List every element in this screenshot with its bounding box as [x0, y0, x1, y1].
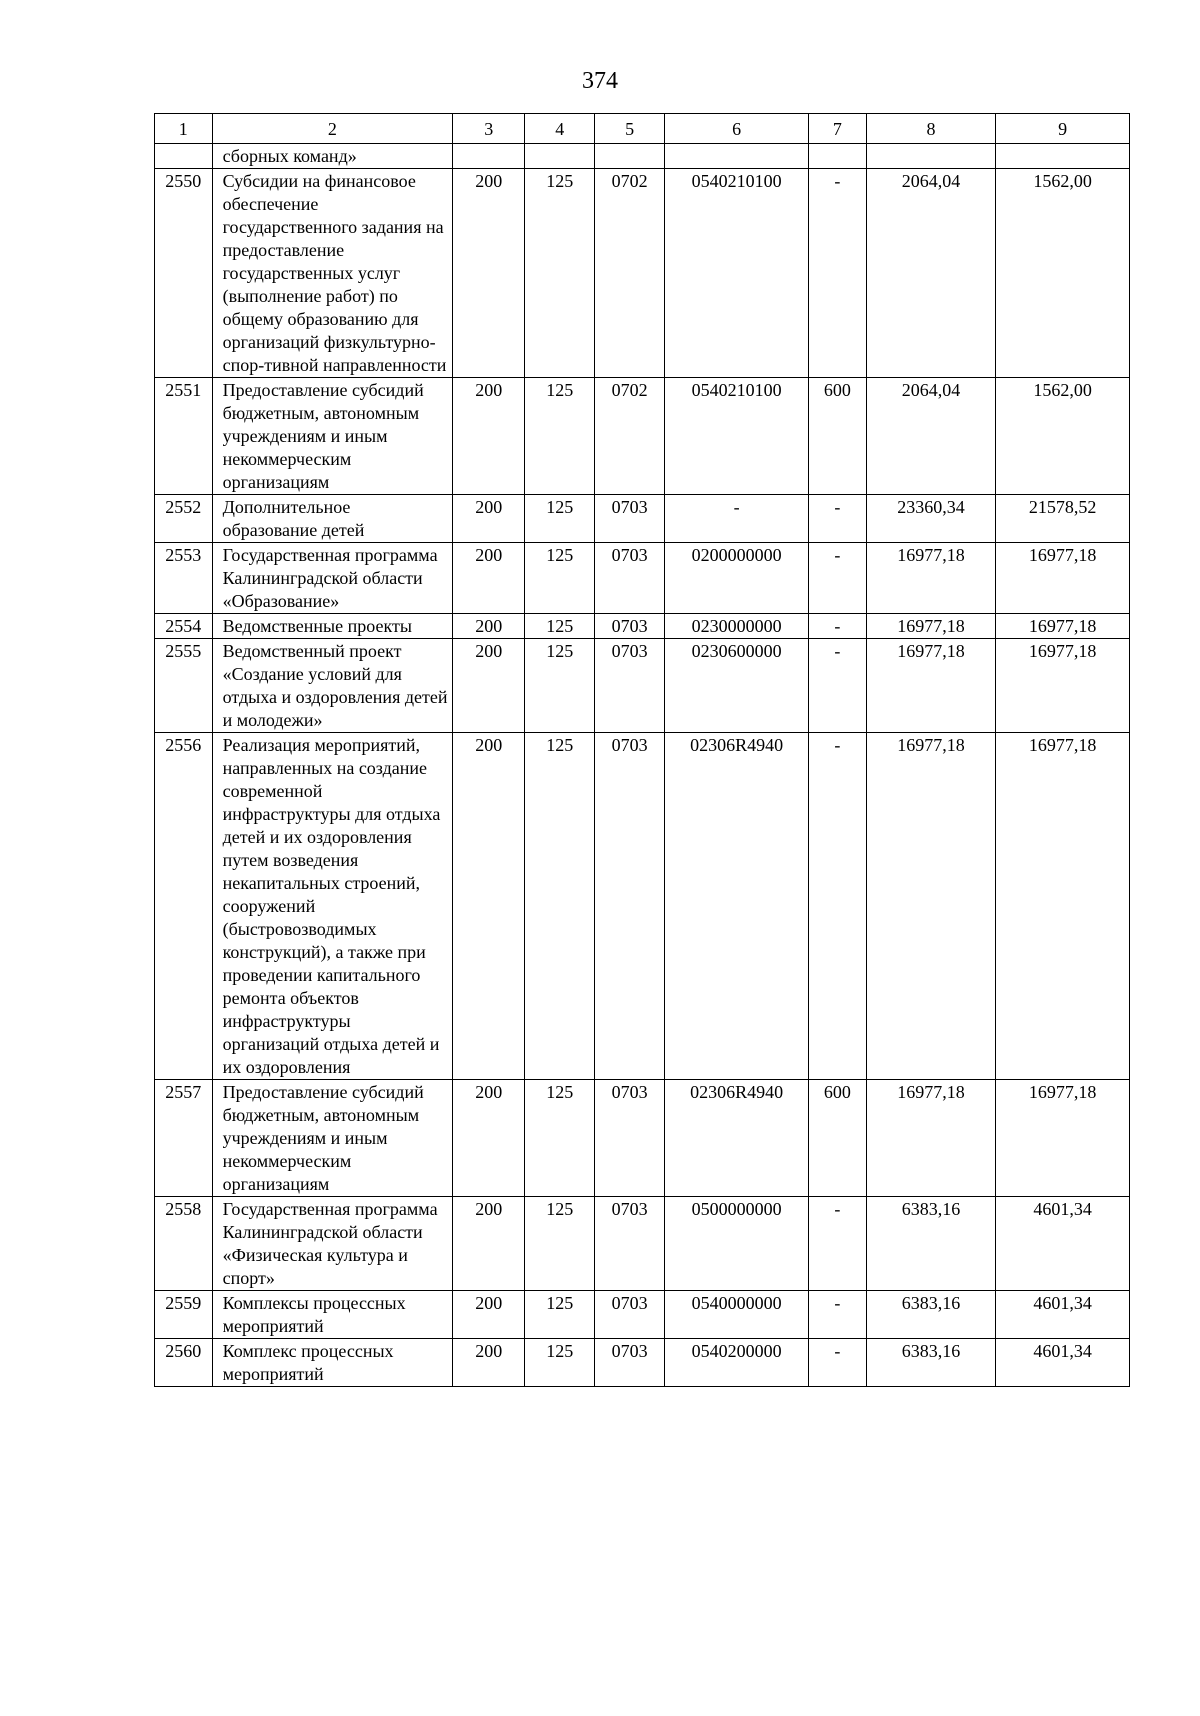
row-description: Субсидии на финансовое обеспечение государственного задания на предоставление государственных услуг (выполнение работ) по общему образованию для организаций физкультурно-спор-тивной направленности	[212, 169, 453, 378]
table-row	[155, 543, 1130, 614]
cell-col3: 200	[453, 378, 525, 495]
cell-col7: 600	[809, 1080, 867, 1197]
cell-col6: 0500000000	[665, 1197, 809, 1291]
cell-col3: 200	[453, 543, 525, 614]
page-number: 374	[582, 68, 618, 94]
cell-col3: 200	[453, 1339, 525, 1387]
cell-col8: 6383,16	[866, 1197, 996, 1291]
cell-col9: 16977,18	[996, 733, 1130, 1080]
cell-col4: 125	[525, 639, 595, 733]
table-row	[155, 169, 1130, 378]
cell-col7: -	[809, 733, 867, 1080]
cell-col6: 02306R4940	[665, 733, 809, 1080]
cell-col3: 200	[453, 1291, 525, 1339]
cell-col9: 16977,18	[996, 614, 1130, 639]
table-row	[155, 495, 1130, 543]
cell-col9: 16977,18	[996, 639, 1130, 733]
row-number: 2550	[155, 169, 213, 378]
row-number: 2558	[155, 1197, 213, 1291]
row-description: Дополнительное образование детей	[212, 495, 453, 543]
table-row	[155, 733, 1130, 1080]
cell-col7: 600	[809, 378, 867, 495]
cell-col7: -	[809, 639, 867, 733]
budget-table	[154, 113, 1130, 1387]
cell-col6: 0200000000	[665, 543, 809, 614]
cell-col5: 0703	[595, 1197, 665, 1291]
column-header: 3	[453, 114, 525, 144]
cell-col3: 200	[453, 169, 525, 378]
cell-col4: 125	[525, 614, 595, 639]
row-description: Комплекс процессных мероприятий	[212, 1339, 453, 1387]
row-number: 2559	[155, 1291, 213, 1339]
column-header: 4	[525, 114, 595, 144]
cell-col4: 125	[525, 378, 595, 495]
table-row	[155, 1080, 1130, 1197]
cell-col4: 125	[525, 733, 595, 1080]
row-number: 2553	[155, 543, 213, 614]
cell-col5: 0703	[595, 495, 665, 543]
table-row	[155, 378, 1130, 495]
row-description: Предоставление субсидий бюджетным, автономным учреждениям и иным некоммерческим организациям	[212, 378, 453, 495]
cell-col9: 1562,00	[996, 169, 1130, 378]
cell-col6: 0540000000	[665, 1291, 809, 1339]
column-header: 1	[155, 114, 213, 144]
row-number: 2555	[155, 639, 213, 733]
cell-col3: 200	[453, 733, 525, 1080]
cell-col9: 4601,34	[996, 1197, 1130, 1291]
cell-col6: 0230600000	[665, 639, 809, 733]
cell-col7: -	[809, 169, 867, 378]
table-row	[155, 614, 1130, 639]
cell-col6: -	[665, 495, 809, 543]
cell-col8: 2064,04	[866, 169, 996, 378]
cell-col3: 200	[453, 1197, 525, 1291]
cell-col5: 0703	[595, 1291, 665, 1339]
cell-col3: 200	[453, 1080, 525, 1197]
continuation-text: сборных команд»	[212, 144, 453, 169]
table-row	[155, 1197, 1130, 1291]
column-header: 8	[866, 114, 996, 144]
cell-col9: 21578,52	[996, 495, 1130, 543]
row-number: 2557	[155, 1080, 213, 1197]
cell-col6: 02306R4940	[665, 1080, 809, 1197]
row-number: 2560	[155, 1339, 213, 1387]
row-description: Комплексы процессных мероприятий	[212, 1291, 453, 1339]
cell-col8: 6383,16	[866, 1339, 996, 1387]
column-header: 6	[665, 114, 809, 144]
cell-col5: 0703	[595, 543, 665, 614]
row-description: Ведомственные проекты	[212, 614, 453, 639]
row-number: 2556	[155, 733, 213, 1080]
cell-col7: -	[809, 1197, 867, 1291]
column-header: 9	[996, 114, 1130, 144]
column-header: 7	[809, 114, 867, 144]
cell-col8: 16977,18	[866, 614, 996, 639]
table-row-continuation	[155, 144, 1130, 169]
cell-col9: 4601,34	[996, 1291, 1130, 1339]
cell-col6: 0540210100	[665, 169, 809, 378]
cell-col9: 16977,18	[996, 543, 1130, 614]
cell-col5: 0703	[595, 1339, 665, 1387]
cell-col4: 125	[525, 495, 595, 543]
column-header: 5	[595, 114, 665, 144]
cell-col4: 125	[525, 1197, 595, 1291]
cell-col8: 16977,18	[866, 1080, 996, 1197]
row-number: 2554	[155, 614, 213, 639]
cell-col5: 0702	[595, 378, 665, 495]
cell-col4: 125	[525, 169, 595, 378]
cell-col9: 4601,34	[996, 1339, 1130, 1387]
table-row	[155, 639, 1130, 733]
cell-col3: 200	[453, 614, 525, 639]
cell-col4: 125	[525, 543, 595, 614]
cell-col6: 0230000000	[665, 614, 809, 639]
cell-col6: 0540210100	[665, 378, 809, 495]
cell-col8: 23360,34	[866, 495, 996, 543]
column-header: 2	[212, 114, 453, 144]
cell-col3: 200	[453, 495, 525, 543]
cell-col8: 16977,18	[866, 543, 996, 614]
cell-col7: -	[809, 614, 867, 639]
row-description: Предоставление субсидий бюджетным, автономным учреждениям и иным некоммерческим организациям	[212, 1080, 453, 1197]
row-description: Реализация мероприятий, направленных на создание современной инфраструктуры для отдыха детей и их оздоровления путем возведения некапитальных строений, сооружений (быстровозводимых конструкций), а также при проведении капитального ремонта объектов инфраструктуры организаций отдыха детей и их оздоровления	[212, 733, 453, 1080]
row-description: Ведомственный проект «Создание условий для отдыха и оздоровления детей и молодежи»	[212, 639, 453, 733]
cell-col9: 1562,00	[996, 378, 1130, 495]
cell-col5: 0703	[595, 1080, 665, 1197]
cell-col8: 16977,18	[866, 733, 996, 1080]
cell-col5: 0702	[595, 169, 665, 378]
cell-col8: 16977,18	[866, 639, 996, 733]
cell-col5: 0703	[595, 614, 665, 639]
row-number: 2551	[155, 378, 213, 495]
cell-col5: 0703	[595, 733, 665, 1080]
cell-col8: 6383,16	[866, 1291, 996, 1339]
row-description: Государственная программа Калининградской области «Образование»	[212, 543, 453, 614]
cell-col3: 200	[453, 639, 525, 733]
table-row	[155, 1291, 1130, 1339]
cell-col7: -	[809, 1291, 867, 1339]
cell-col6: 0540200000	[665, 1339, 809, 1387]
row-description: Государственная программа Калининградской области «Физическая культура и спорт»	[212, 1197, 453, 1291]
cell-col8: 2064,04	[866, 378, 996, 495]
cell-col9: 16977,18	[996, 1080, 1130, 1197]
cell-col4: 125	[525, 1339, 595, 1387]
cell-col7: -	[809, 543, 867, 614]
cell-col5: 0703	[595, 639, 665, 733]
table-row	[155, 1339, 1130, 1387]
cell-col7: -	[809, 495, 867, 543]
cell-col4: 125	[525, 1291, 595, 1339]
table-header-row	[155, 114, 1130, 144]
cell-col4: 125	[525, 1080, 595, 1197]
row-number: 2552	[155, 495, 213, 543]
cell-col7: -	[809, 1339, 867, 1387]
